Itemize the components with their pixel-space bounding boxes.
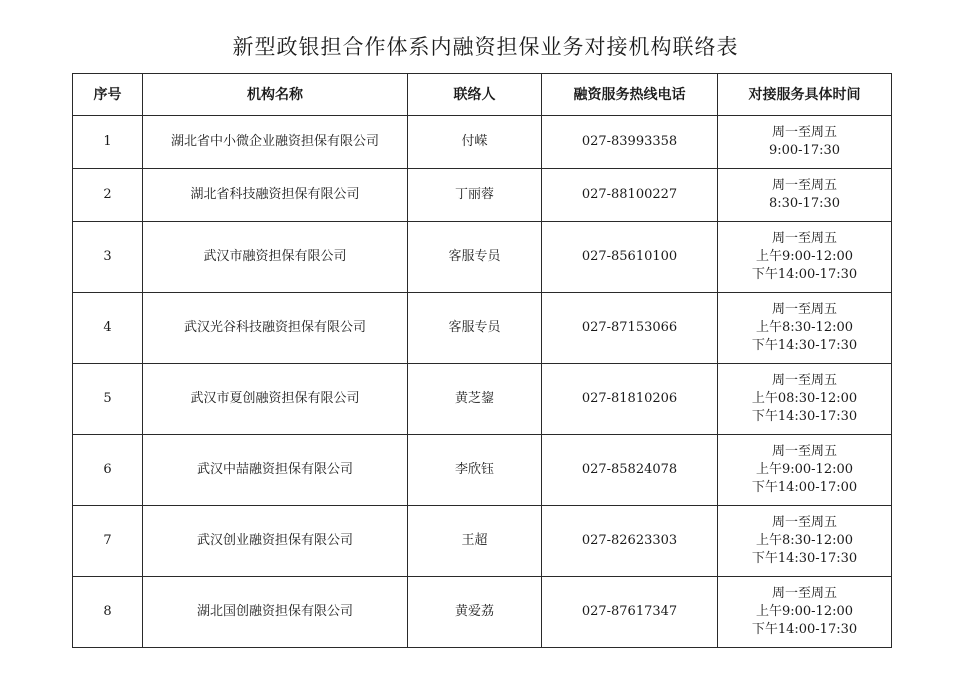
cell-contact: 客服专员	[408, 293, 542, 364]
cell-hours	[718, 506, 892, 577]
hours-line: 周一至周五	[771, 444, 837, 459]
header-org: 机构名称	[143, 74, 408, 116]
cell-hours	[718, 435, 892, 506]
cell-seq: 8	[73, 577, 143, 648]
hours-line: 周一至周五	[771, 231, 837, 246]
cell-phone: 027-88100227	[542, 169, 718, 222]
table-row	[73, 293, 892, 364]
hours-line: 周一至周五	[771, 373, 837, 388]
cell-hours	[718, 293, 892, 364]
hours-line: 下午14:30-17:30	[751, 551, 858, 566]
table-row	[73, 169, 892, 222]
cell-phone: 027-87617347	[542, 577, 718, 648]
cell-seq: 5	[73, 364, 143, 435]
cell-seq: 4	[73, 293, 143, 364]
cell-contact: 黄爱荔	[408, 577, 542, 648]
cell-phone: 027-85824078	[542, 435, 718, 506]
cell-seq: 7	[73, 506, 143, 577]
header-hours: 对接服务具体时间	[718, 74, 892, 116]
hours-line: 上午8:30-12:00	[755, 320, 854, 335]
cell-contact: 丁丽蓉	[408, 169, 542, 222]
header-seq: 序号	[73, 74, 143, 116]
cell-phone: 027-85610100	[542, 222, 718, 293]
cell-org: 湖北国创融资担保有限公司	[143, 577, 408, 648]
hours-line: 上午8:30-12:00	[755, 533, 854, 548]
cell-org: 武汉市融资担保有限公司	[143, 222, 408, 293]
table-row	[73, 222, 892, 293]
hours-line: 上午9:00-12:00	[755, 604, 854, 619]
table-row	[73, 577, 892, 648]
table-row	[73, 116, 892, 169]
hours-line: 周一至周五	[771, 178, 837, 193]
cell-hours	[718, 222, 892, 293]
cell-contact: 李欣钰	[408, 435, 542, 506]
cell-hours	[718, 169, 892, 222]
cell-org: 武汉中喆融资担保有限公司	[143, 435, 408, 506]
cell-seq: 2	[73, 169, 143, 222]
hours-line: 8:30-17:30	[768, 196, 841, 211]
cell-contact: 黄芝鋆	[408, 364, 542, 435]
table-row	[73, 435, 892, 506]
hours-line: 下午14:00-17:30	[751, 622, 858, 637]
cell-hours	[718, 577, 892, 648]
cell-org: 武汉市夏创融资担保有限公司	[143, 364, 408, 435]
page-title: 新型政银担合作体系内融资担保业务对接机构联络表	[232, 35, 739, 59]
cell-seq: 6	[73, 435, 143, 506]
cell-org: 湖北省科技融资担保有限公司	[143, 169, 408, 222]
hours-line: 下午14:30-17:30	[751, 338, 858, 353]
table-header-row	[73, 74, 892, 116]
hours-line: 周一至周五	[771, 515, 837, 530]
cell-seq: 1	[73, 116, 143, 169]
cell-phone: 027-82623303	[542, 506, 718, 577]
cell-phone: 027-83993358	[542, 116, 718, 169]
hours-line: 下午14:30-17:30	[751, 409, 858, 424]
hours-line: 9:00-17:30	[768, 143, 841, 158]
cell-phone: 027-81810206	[542, 364, 718, 435]
cell-contact: 王超	[408, 506, 542, 577]
cell-org: 武汉创业融资担保有限公司	[143, 506, 408, 577]
hours-line: 周一至周五	[771, 125, 837, 140]
cell-org: 武汉光谷科技融资担保有限公司	[143, 293, 408, 364]
cell-contact: 付嵘	[408, 116, 542, 169]
header-contact: 联络人	[408, 74, 542, 116]
table-row	[73, 364, 892, 435]
cell-hours	[718, 364, 892, 435]
cell-contact: 客服专员	[408, 222, 542, 293]
cell-seq: 3	[73, 222, 143, 293]
contact-table	[72, 73, 892, 648]
table-row	[73, 506, 892, 577]
hours-line: 上午08:30-12:00	[751, 391, 858, 406]
hours-line: 周一至周五	[771, 302, 837, 317]
cell-phone: 027-87153066	[542, 293, 718, 364]
hours-line: 下午14:00-17:30	[751, 267, 858, 282]
hours-line: 上午9:00-12:00	[755, 249, 854, 264]
cell-org: 湖北省中小微企业融资担保有限公司	[143, 116, 408, 169]
header-phone: 融资服务热线电话	[542, 74, 718, 116]
cell-hours	[718, 116, 892, 169]
hours-line: 上午9:00-12:00	[755, 462, 854, 477]
hours-line: 下午14:00-17:00	[751, 480, 858, 495]
hours-line: 周一至周五	[771, 586, 837, 601]
